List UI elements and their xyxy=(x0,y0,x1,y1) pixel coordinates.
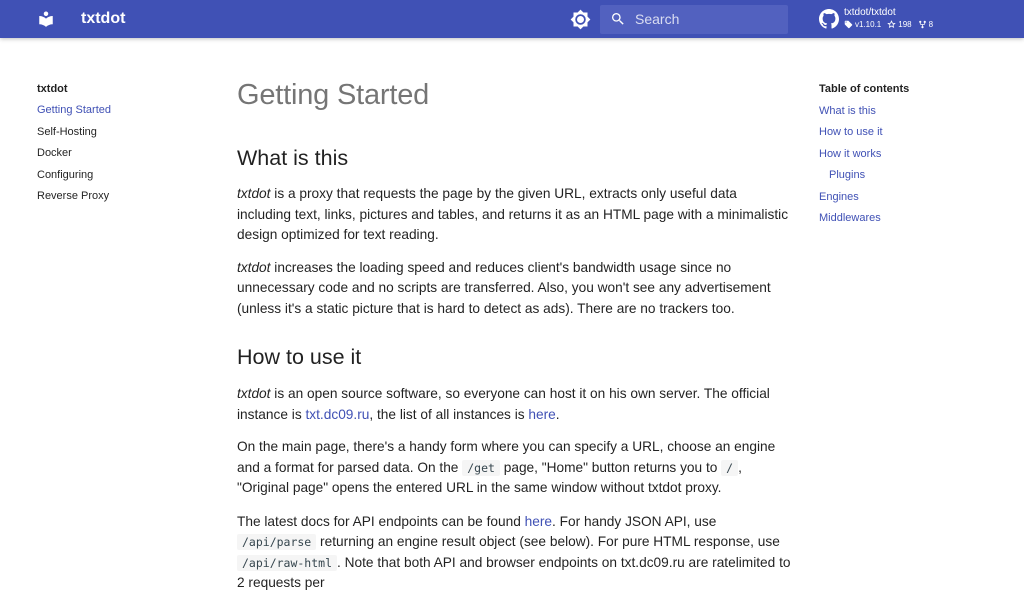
heading-how-to-use-it: How to use it xyxy=(237,345,362,369)
inline-code: /api/raw-html xyxy=(237,555,337,571)
project-name: txtdot xyxy=(237,386,271,401)
nav-item-reverse-proxy[interactable]: Reverse Proxy xyxy=(37,190,110,202)
search-box[interactable] xyxy=(600,5,788,34)
table-of-contents xyxy=(819,82,999,233)
nav-title: txtdot xyxy=(37,83,68,95)
api-docs-link[interactable]: here xyxy=(524,513,553,529)
tag-icon xyxy=(844,20,853,29)
paragraph-text: . Note that both API and browser endpoints on txt.dc09.ru are ratelimited to 2 requests per xyxy=(237,554,791,590)
toc-item-middlewares[interactable]: Middlewares xyxy=(819,212,881,224)
repo-forks-text: 8 xyxy=(928,20,934,29)
paragraph-how-1 xyxy=(237,384,793,425)
primary-nav xyxy=(37,82,187,211)
nav-item-configuring[interactable]: Configuring xyxy=(37,168,94,181)
repo-facts xyxy=(844,20,939,29)
paragraph-how-2 xyxy=(237,437,793,499)
heading-what-is-this: What is this xyxy=(237,146,349,170)
toc-item-how-to-use-it[interactable]: How to use it xyxy=(819,126,883,138)
repo-stars xyxy=(887,20,911,29)
repo-stars-text: 198 xyxy=(898,20,912,29)
paragraph-what-2 xyxy=(237,258,793,320)
repo-version xyxy=(844,20,881,29)
repo-link[interactable] xyxy=(819,7,969,33)
search-input[interactable] xyxy=(635,9,780,29)
toc-title: Table of contents xyxy=(819,83,910,95)
repo-forks xyxy=(918,20,933,29)
toc-item-how-it-works[interactable]: How it works xyxy=(819,147,882,160)
project-name: txtdot xyxy=(237,259,271,275)
header xyxy=(0,0,1024,38)
site-title[interactable]: txtdot xyxy=(81,10,126,27)
inline-code: /api/parse xyxy=(237,534,316,550)
inline-code: / xyxy=(721,460,738,476)
paragraph-text: , the list of all instances is xyxy=(369,406,529,422)
paragraph-text: increases the loading speed and reduces client's bandwidth usage since no unnecessary code and no scripts are transferred. Also, you won't see any advertisement (unless it's a static picture that is hard to detect as ads). There are no trackers too. xyxy=(237,259,771,316)
paragraph-text: returning an engine result object (see below). For pure HTML response, use xyxy=(316,534,780,549)
paragraph-text: page, "Home" button returns you to xyxy=(499,459,722,475)
paragraph-how-3 xyxy=(237,512,793,594)
palette-toggle-icon[interactable] xyxy=(570,9,591,30)
official-instance-link[interactable]: txt.dc09.ru xyxy=(305,406,370,422)
paragraph-text: On the main page, there's a handy form where you can specify a URL, choose an engine and a format for parsed data. On the xyxy=(237,439,776,475)
repo-version-text: v1.10.1 xyxy=(855,20,882,29)
fork-icon xyxy=(918,20,927,29)
paragraph-text: The latest docs for API endpoints can be found xyxy=(237,513,525,529)
nav-item-getting-started[interactable]: Getting Started xyxy=(37,104,111,116)
main-content xyxy=(237,78,793,594)
toc-item-plugins[interactable]: Plugins xyxy=(829,169,866,181)
toc-item-what-is-this[interactable]: What is this xyxy=(819,104,876,117)
paragraph-text: . xyxy=(555,406,560,422)
project-name: txtdot xyxy=(237,186,271,201)
nav-item-self-hosting[interactable]: Self-Hosting xyxy=(37,125,97,138)
logo-icon[interactable] xyxy=(37,10,55,28)
toc-item-engines[interactable]: Engines xyxy=(819,190,859,203)
star-icon xyxy=(887,20,896,29)
page-title: Getting Started xyxy=(237,79,430,111)
paragraph-text: . For handy JSON API, use xyxy=(552,513,717,529)
paragraph-text: is a proxy that requests the page by the given URL, extracts only useful data including text, links, pictures and tables, and returns it as an HTML page with a minimalistic design optimized for text reading. xyxy=(237,186,789,242)
inline-code: /get xyxy=(462,460,500,476)
paragraph-what-1 xyxy=(237,184,793,246)
nav-item-docker[interactable]: Docker xyxy=(37,147,72,159)
instances-list-link[interactable]: here xyxy=(528,406,556,422)
paragraph-text: , "Original page" opens the entered URL in the same window without txtdot proxy. xyxy=(237,459,742,495)
github-icon xyxy=(819,9,839,29)
paragraph-text: is an open source software, so everyone can host it on his own server. The official instance is xyxy=(237,386,770,422)
search-icon xyxy=(610,11,626,27)
repo-name: txtdot/txtdot xyxy=(844,7,896,18)
